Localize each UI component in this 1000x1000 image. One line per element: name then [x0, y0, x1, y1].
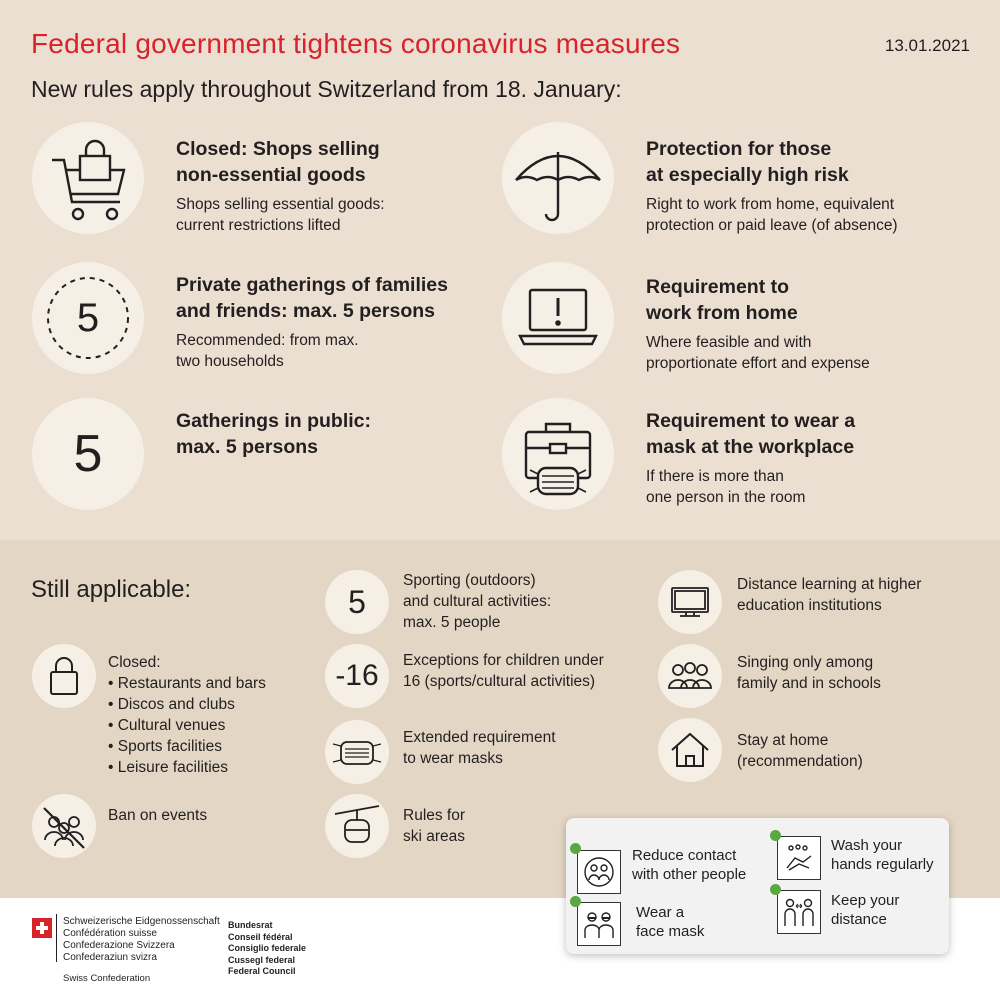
- hygiene-reduce-contact: [632, 846, 746, 884]
- text-line: max. 5 people: [403, 614, 501, 631]
- crowd-crossed-icon: [32, 794, 96, 858]
- rule-body-line: Recommended: from max.: [176, 332, 359, 349]
- text-line: Confederaziun svizra: [63, 952, 157, 963]
- distance-learning: [737, 574, 921, 616]
- text-line: (recommendation): [737, 753, 863, 770]
- text-line: Extended requirement: [403, 729, 556, 746]
- hygiene-keep-distance: [831, 891, 899, 929]
- text-line: family and in schools: [737, 675, 881, 692]
- rule-heading-line: Protection for those: [646, 138, 832, 160]
- rule-heading-line: non-essential goods: [176, 164, 366, 186]
- rule-heading-line: Closed: Shops selling: [176, 138, 380, 160]
- rule-body-line: Where feasible and with: [646, 334, 812, 351]
- text-line: distance: [831, 911, 887, 928]
- page-title: Federal government tightens coronavirus measures: [31, 28, 681, 59]
- text-line: face mask: [636, 923, 705, 940]
- text-line: Exceptions for children under: [403, 652, 604, 669]
- shopping-cart-lock-icon: [32, 122, 144, 234]
- check-icon: [770, 884, 781, 895]
- sporting-activities: [403, 570, 551, 633]
- singing-rules: [737, 652, 881, 694]
- rule-heading-line: Private gatherings of families: [176, 274, 449, 296]
- rule-private-gatherings: [176, 272, 448, 372]
- hygiene-face-mask: [636, 903, 704, 941]
- text-line: Conseil fédéral: [228, 931, 293, 942]
- dashed-five-icon: [32, 262, 144, 374]
- icon-number: -16: [335, 659, 379, 692]
- swiss-coat-of-arms-icon: [32, 918, 52, 938]
- text-line: Keep your: [831, 892, 900, 909]
- text-line: Confédération suisse: [63, 928, 157, 939]
- text-line: Federal Council: [228, 966, 296, 976]
- icon-number: 5: [76, 295, 100, 340]
- singing-group-icon: [658, 644, 722, 708]
- monitor-icon: [658, 570, 722, 634]
- swiss-confederation: Swiss Confederation: [63, 973, 151, 984]
- section-title-still-applicable: Still applicable:: [31, 576, 192, 603]
- text-line: Distance learning at higher: [737, 576, 922, 593]
- face-mask-icon: [325, 720, 389, 784]
- text-line: Cussegl federal: [228, 954, 296, 965]
- rule-mask-workplace: [646, 408, 855, 508]
- ski-area-rules: [403, 805, 465, 847]
- rule-public-gatherings: [176, 408, 371, 460]
- federal-council-names: [228, 920, 306, 978]
- text-line: ski areas: [403, 828, 466, 845]
- hygiene-wash-hands: [831, 836, 934, 874]
- text-line: Reduce contact: [632, 847, 737, 864]
- text-line: Confederazione Svizzera: [63, 940, 175, 951]
- rule-body-line: one person in the room: [646, 489, 806, 506]
- text-line: Rules for: [403, 807, 466, 824]
- rule-body-line: two households: [176, 353, 284, 370]
- reduce-contact-icon: [577, 850, 621, 894]
- children-exceptions: [403, 650, 604, 692]
- text-line: to wear masks: [403, 750, 503, 767]
- rule-heading-line: mask at the workplace: [646, 436, 855, 458]
- face-mask-people-icon: [577, 902, 621, 946]
- rule-body-line: protection or paid leave (of absence): [646, 217, 898, 234]
- list-item: • Sports facilities: [108, 738, 222, 755]
- padlock-icon: [32, 644, 96, 708]
- rule-shops: [176, 136, 385, 236]
- wash-hands-icon: [777, 836, 821, 880]
- rule-heading-line: Requirement to wear a: [646, 410, 856, 432]
- rule-body-line: Right to work from home, equivalent: [646, 196, 895, 213]
- rule-body-line: If there is more than: [646, 468, 784, 485]
- list-item: • Leisure facilities: [108, 759, 229, 776]
- text-line: with other people: [632, 866, 747, 883]
- rule-high-risk: [646, 136, 898, 236]
- text-line: Singing only among: [737, 654, 874, 671]
- rule-heading-line: Requirement to: [646, 276, 790, 298]
- text-line: Bundesrat: [228, 920, 273, 930]
- list-item: • Discos and clubs: [108, 696, 235, 713]
- rule-body-line: Shops selling essential goods:: [176, 196, 385, 213]
- date: 13.01.2021: [884, 36, 970, 55]
- check-icon: [570, 896, 581, 907]
- list-item: • Cultural venues: [108, 717, 226, 734]
- check-icon: [570, 843, 581, 854]
- cable-car-icon: [325, 794, 389, 858]
- rule-work-from-home: [646, 274, 870, 374]
- hygiene-rules-card: [566, 818, 949, 954]
- text-line: Wear a: [636, 904, 685, 921]
- minus-sixteen-icon: [325, 644, 389, 708]
- icon-number: 5: [73, 425, 103, 483]
- confederation-names: [63, 916, 220, 964]
- text-line: education institutions: [737, 597, 882, 614]
- ban-on-events: Ban on events: [108, 807, 208, 824]
- closed-list: [108, 652, 266, 778]
- footer-divider: [56, 914, 57, 962]
- list-item: • Restaurants and bars: [108, 675, 266, 692]
- stay-at-home: [737, 730, 863, 772]
- text-line: Schweizerische Eidgenossenschaft: [63, 916, 220, 927]
- check-icon: [770, 830, 781, 841]
- rule-heading-line: work from home: [646, 302, 798, 324]
- rule-heading-line: and friends: max. 5 persons: [176, 300, 435, 322]
- page-subtitle: New rules apply throughout Switzerland from 18. January:: [31, 76, 622, 102]
- closed-label: Closed:: [108, 654, 161, 671]
- umbrella-icon: [502, 122, 614, 234]
- house-icon: [658, 718, 722, 782]
- text-line: Wash your: [831, 837, 903, 854]
- text-line: 16 (sports/cultural activities): [403, 673, 596, 690]
- rule-heading-line: at especially high risk: [646, 164, 849, 186]
- icon-number: 5: [348, 583, 366, 620]
- rule-body-line: current restrictions lifted: [176, 217, 341, 234]
- keep-distance-icon: [777, 890, 821, 934]
- five-icon: [32, 398, 144, 510]
- text-line: Sporting (outdoors): [403, 572, 536, 589]
- rule-heading-line: max. 5 persons: [176, 436, 318, 458]
- briefcase-mask-icon: [502, 398, 614, 510]
- extended-mask-requirement: [403, 727, 556, 769]
- text-line: Stay at home: [737, 732, 829, 749]
- rule-heading-line: Gatherings in public:: [176, 410, 372, 432]
- text-line: and cultural activities:: [403, 593, 552, 610]
- rule-body-line: proportionate effort and expense: [646, 355, 870, 372]
- laptop-exclamation-icon: [502, 262, 614, 374]
- text-line: hands regularly: [831, 856, 934, 873]
- five-small-icon: [325, 570, 389, 634]
- text-line: Consiglio federale: [228, 943, 307, 953]
